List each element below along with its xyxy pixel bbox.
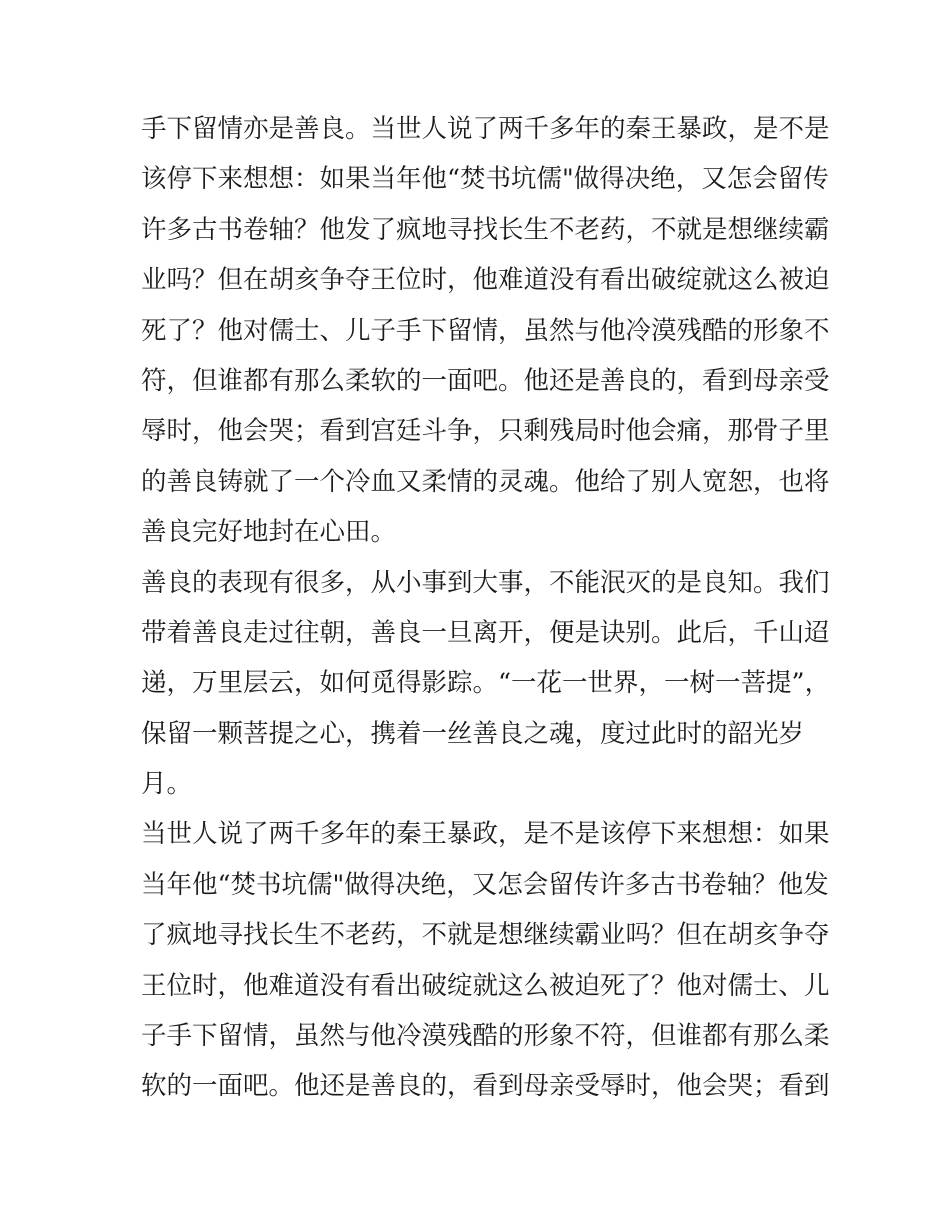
text-line: 许多古书卷轴？他发了疯地寻找长生不老药，不就是想继续霸 [141, 214, 830, 245]
text-line: 死了？他对儒士、儿子手下留情，虽然与他冷漠残酷的形象不 [141, 315, 830, 346]
essay-body [141, 104, 831, 1112]
text-line: 软的一面吧。他还是善良的，看到母亲受辱时，他会哭；看到 [141, 1071, 830, 1102]
text-line: 当世人说了两千多年的秦王暴政，是不是该停下来想想：如果 [141, 819, 830, 850]
text-line: 子手下留情，虽然与他冷漠残酷的形象不符，但谁都有那么柔 [141, 1021, 830, 1052]
text-line: 王位时，他难道没有看出破绽就这么被迫死了？他对儒士、儿 [141, 970, 830, 1001]
text-line: 辱时，他会哭；看到宫廷斗争，只剩残局时他会痛，那骨子里 [141, 416, 830, 447]
text-line: 符，但谁都有那么柔软的一面吧。他还是善良的，看到母亲受 [141, 365, 830, 396]
text-line: 带着善良走过往朝，善良一旦离开，便是诀别。此后，千山迢 [141, 617, 830, 648]
text-line: 了疯地寻找长生不老药，不就是想继续霸业吗？但在胡亥争夺 [141, 920, 830, 951]
text-line: 善良完好地封在心田。 [141, 517, 397, 548]
text-line: 的善良铸就了一个冷血又柔情的灵魂。他给了别人宽恕，也将 [141, 466, 830, 497]
text-line: 业吗？但在胡亥争夺王位时，他难道没有看出破绽就这么被迫 [141, 265, 830, 296]
text-line: 保留一颗菩提之心，携着一丝善良之魂，度过此时的韶光岁 [141, 718, 805, 749]
text-line: 当年他“焚书坑儒"做得决绝，又怎会留传许多古书卷轴？他发 [141, 869, 829, 900]
text-line: 该停下来想想：如果当年他“焚书坑儒"做得决绝，又怎会留传 [141, 164, 829, 195]
text-line: 手下留情亦是善良。当世人说了两千多年的秦王暴政，是不是 [141, 114, 830, 144]
text-line: 递，万里层云，如何觅得影踪。“一花一世界，一树一菩提”， [141, 668, 831, 699]
text-line: 善良的表现有很多，从小事到大事，不能泯灭的是良知。我们 [141, 567, 830, 598]
text-line: 月。 [141, 769, 193, 800]
